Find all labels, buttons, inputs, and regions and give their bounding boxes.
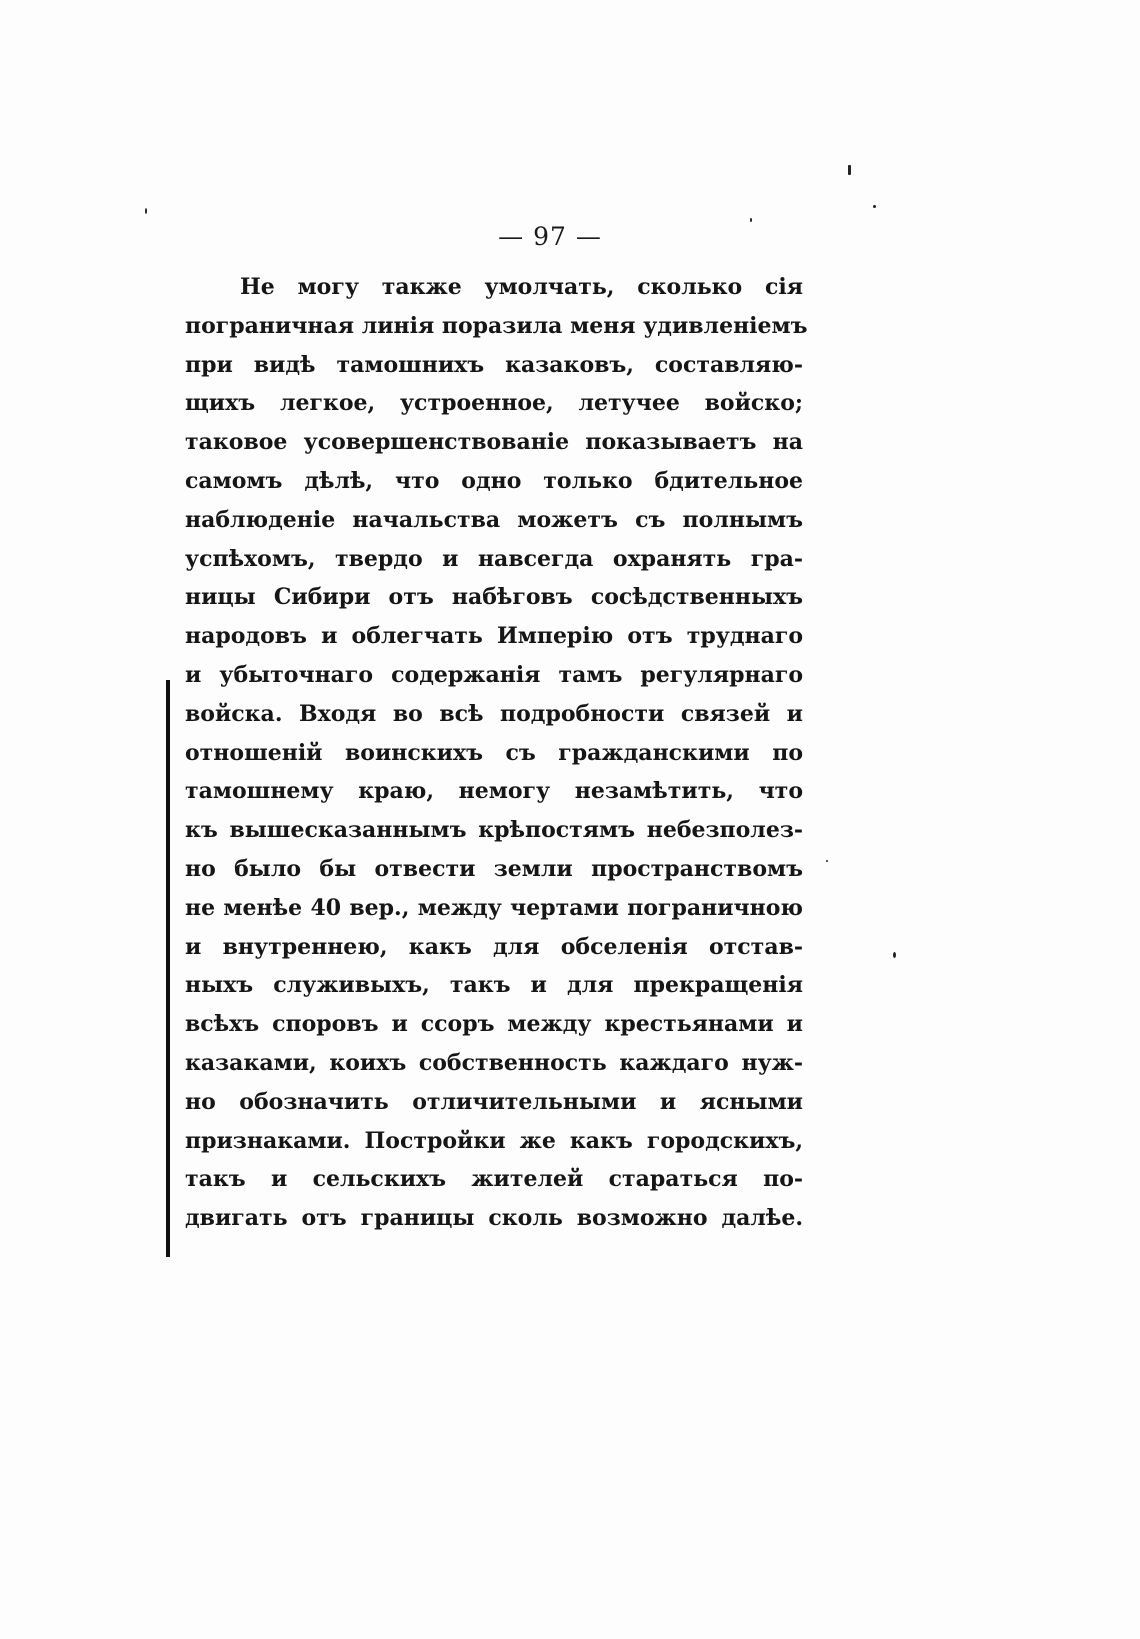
text-line: ныхъ служивыхъ, такъ и для прекращенія — [185, 972, 803, 999]
text-line: тамошнему краю, немогу незамѣтить, что — [185, 778, 803, 805]
text-line: къ вышесказаннымъ крѣпостямъ небезполез- — [185, 817, 803, 844]
text-line: при видѣ тамошнихъ казаковъ, составляю- — [185, 351, 803, 378]
body-text — [185, 268, 808, 1238]
text-line: но обозначить отличительными и ясными — [185, 1088, 803, 1115]
ink-speck — [750, 218, 752, 222]
text-line: Не могу также умолчать, сколько сія — [240, 274, 803, 300]
text-line: самомъ дѣлѣ, что одно только бдительное — [185, 467, 803, 494]
text-line: щихъ легкое, устроенное, летучее войско; — [185, 390, 803, 417]
text-line: войска. Входя во всѣ подробности связей и — [185, 700, 803, 727]
ink-speck — [848, 165, 851, 175]
text-line: казаками, коихъ собственность каждаго нуж- — [185, 1049, 803, 1076]
text-line: не менѣе 40 вер., между чертами пограничною — [185, 894, 803, 921]
text-line: двигать отъ границы сколь возможно далѣе. — [185, 1205, 803, 1232]
ink-speck — [145, 208, 147, 214]
text-line: и убыточнаго содержанія тамъ регулярнаго — [185, 661, 803, 688]
text-line: всѣхъ споровъ и ссоръ между крестьянами и — [185, 1011, 803, 1038]
text-line: но было бы отвести земли пространствомъ — [185, 855, 803, 882]
text-line: наблюденіе начальства можетъ съ полнымъ — [185, 506, 803, 533]
text-line: такъ и сельскихъ жителей стараться по- — [185, 1166, 803, 1193]
ink-speck — [893, 952, 896, 958]
ink-speck — [826, 860, 828, 862]
text-line: признаками. Постройки же какъ городскихъ, — [185, 1127, 803, 1154]
text-line: народовъ и облегчать Имперію отъ труднаго — [185, 623, 803, 650]
page-number: — 97 — — [498, 222, 602, 251]
ink-speck — [873, 205, 876, 208]
text-line: таковое усовершенствованіе показываетъ на — [185, 429, 803, 456]
text-line: пограничная линія поразила меня удивленіемъ — [185, 312, 808, 339]
text-line: ницы Сибири отъ набѣговъ сосѣдственныхъ — [185, 584, 803, 611]
text-line: отношеній воинскихъ съ гражданскими по — [185, 739, 803, 766]
text-line: успѣхомъ, твердо и навсегда охранять гра- — [185, 545, 803, 572]
margin-rule — [166, 680, 170, 1257]
text-line: и внутреннею, какъ для обселенія отстав- — [185, 933, 803, 960]
